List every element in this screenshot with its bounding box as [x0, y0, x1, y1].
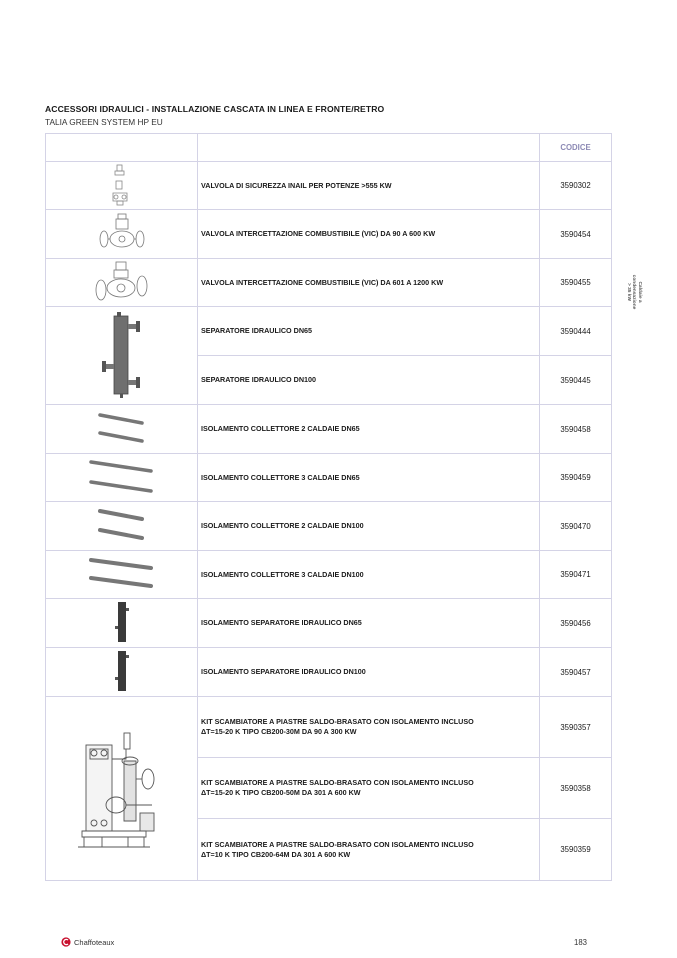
- item-code: 3590471: [540, 551, 612, 599]
- item-description: ISOLAMENTO SEPARATORE IDRAULICO DN65: [198, 599, 540, 648]
- item-description: ISOLAMENTO COLLETTORE 2 CALDAIE DN65: [198, 405, 540, 454]
- item-description: [198, 697, 540, 758]
- chaffoteaux-logo-icon: [61, 937, 71, 947]
- item-description: ISOLAMENTO COLLETTORE 3 CALDAIE DN65: [198, 454, 540, 502]
- page-number: 183: [574, 938, 588, 947]
- safety-valve-image: [46, 162, 198, 210]
- header-image-cell: [46, 134, 198, 162]
- item-description: ISOLAMENTO COLLETTORE 3 CALDAIE DN100: [198, 551, 540, 599]
- item-description: SEPARATORE IDRAULICO DN100: [198, 356, 540, 405]
- brand-logo: [61, 937, 114, 947]
- item-code: 3590302: [540, 162, 612, 210]
- item-description: VALVOLA INTERCETTAZIONE COMBUSTIBILE (VIC) DA 601 A 1200 KW: [198, 259, 540, 307]
- collector-insulation-image: [46, 502, 198, 551]
- item-code: 3590444: [540, 307, 612, 356]
- item-description-line1: KIT SCAMBIATORE A PIASTRE SALDO-BRASATO CON ISOLAMENTO INCLUSO: [201, 717, 474, 726]
- collector-insulation-image: [46, 405, 198, 454]
- code-column-header: CODICE: [540, 134, 612, 162]
- item-code: 3590458: [540, 405, 612, 454]
- plate-exchanger-kit-image: [46, 697, 198, 881]
- item-code: 3590445: [540, 356, 612, 405]
- table-row: [46, 551, 612, 599]
- table-row: [46, 307, 612, 356]
- item-description-line2: ΔT=15-20 K TIPO CB200-30M DA 90 A 300 KW: [201, 727, 357, 736]
- page-title: ACCESSORI IDRAULICI - INSTALLAZIONE CASCATA IN LINEA E FRONTE/RETRO: [45, 104, 385, 114]
- fuel-valve-image: [46, 210, 198, 259]
- table-row: [46, 405, 612, 454]
- item-description-line2: ΔT=15-20 K TIPO CB200-50M DA 301 A 600 KW: [201, 788, 361, 797]
- collector-insulation-image: [46, 454, 198, 502]
- item-description: [198, 758, 540, 819]
- page-subtitle: TALIA GREEN SYSTEM HP EU: [45, 117, 163, 127]
- item-code: 3590359: [540, 819, 612, 881]
- table-row: [46, 454, 612, 502]
- fuel-valve-large-image: [46, 259, 198, 307]
- item-description-line2: ΔT=10 K TIPO CB200-64M DA 301 A 600 KW: [201, 849, 351, 859]
- table-row: [46, 210, 612, 259]
- separator-insulation-image: [46, 599, 198, 648]
- table-row: [46, 648, 612, 697]
- side-label-line2: condensazione: [631, 274, 637, 310]
- item-description: VALVOLA INTERCETTAZIONE COMBUSTIBILE (VIC) DA 90 A 600 KW: [198, 210, 540, 259]
- side-label-line1: Caldaie a: [637, 281, 642, 303]
- side-label-line3: > 35 kW: [626, 283, 631, 301]
- item-description: VALVOLA DI SICUREZZA INAIL PER POTENZE >555 KW: [198, 162, 540, 210]
- item-code: 3590457: [540, 648, 612, 697]
- table-row: [46, 259, 612, 307]
- table-row: [46, 162, 612, 210]
- item-code: 3590459: [540, 454, 612, 502]
- item-code: 3590358: [540, 758, 612, 819]
- item-code: 3590454: [540, 210, 612, 259]
- item-description-line1: KIT SCAMBIATORE A PIASTRE SALDO-BRASATO CON ISOLAMENTO INCLUSO: [201, 778, 474, 787]
- item-code: 3590470: [540, 502, 612, 551]
- hydraulic-separator-image: [46, 307, 198, 405]
- item-description: ISOLAMENTO COLLETTORE 2 CALDAIE DN100: [198, 502, 540, 551]
- table-row: [46, 502, 612, 551]
- item-code: 3590357: [540, 697, 612, 758]
- separator-insulation-image: [46, 648, 198, 697]
- table-row: [46, 697, 612, 758]
- collector-insulation-image: [46, 551, 198, 599]
- item-description: [198, 819, 540, 881]
- brand-name: Chaffoteaux: [74, 937, 115, 947]
- header-desc-cell: [198, 134, 540, 162]
- accessories-table: [45, 133, 612, 881]
- table-header-row: [46, 134, 612, 162]
- item-description: SEPARATORE IDRAULICO DN65: [198, 307, 540, 356]
- item-description-line1: KIT SCAMBIATORE A PIASTRE SALDO-BRASATO CON ISOLAMENTO INCLUSO: [201, 839, 474, 849]
- item-code: 3590455: [540, 259, 612, 307]
- table-row: [46, 599, 612, 648]
- section-side-label: [626, 272, 643, 312]
- item-code: 3590456: [540, 599, 612, 648]
- item-description: ISOLAMENTO SEPARATORE IDRAULICO DN100: [198, 648, 540, 697]
